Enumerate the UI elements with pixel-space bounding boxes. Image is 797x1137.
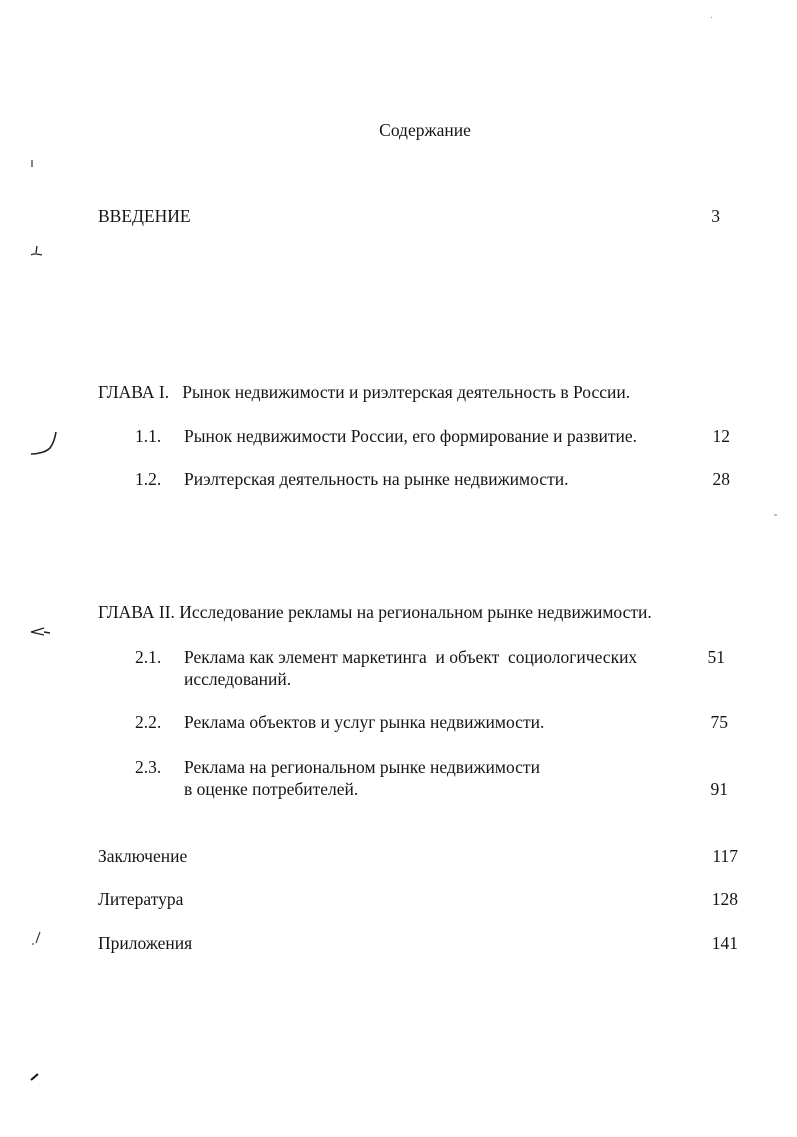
section-1-2-number: 1.2. <box>135 469 162 489</box>
scan-speck-top <box>708 14 716 22</box>
margin-pencil-mark-6 <box>28 1070 44 1084</box>
section-2-1-title-line1: Реклама как элемент маркетинга и объект социологических <box>184 647 638 667</box>
section-2-2-page: 75 <box>710 712 728 732</box>
chapter-1-heading: ГЛАВА I. Рынок недвижимости и риэлтерская деятельность в России. <box>98 382 631 402</box>
section-2-1-page: 51 <box>707 647 725 667</box>
margin-pencil-mark-5 <box>28 929 48 949</box>
scan-speck <box>772 512 780 518</box>
section-1-2-title: Риэлтерская деятельность на рынке недвижимости. <box>184 469 569 489</box>
section-2-3-title-line1: Реклама на региональном рынке недвижимости <box>184 757 540 777</box>
section-2-2-number: 2.2. <box>135 712 162 732</box>
section-2-3-page: 91 <box>710 779 728 799</box>
section-1-1-page: 12 <box>712 426 730 446</box>
toc-intro-page: 3 <box>711 206 720 226</box>
section-2-3-number: 2.3. <box>135 757 162 777</box>
section-2-3-title-line2: в оценке потребителей. <box>184 779 359 799</box>
section-2-2-title: Реклама объектов и услуг рынка недвижимости. <box>184 712 545 732</box>
toc-conclusion-label: Заключение <box>98 846 188 866</box>
margin-pencil-mark-3 <box>28 428 62 460</box>
section-2-1-number: 2.1. <box>135 647 162 667</box>
page-title: Содержание <box>379 120 471 140</box>
toc-intro-label: ВВЕДЕНИЕ <box>98 206 191 226</box>
toc-literature-page: 128 <box>711 889 738 909</box>
section-2-1-title-line2: исследований. <box>184 669 292 689</box>
margin-pencil-mark-1 <box>28 158 38 170</box>
toc-appendices-page: 141 <box>711 933 738 953</box>
section-1-1-title: Рынок недвижимости России, его формирование и развитие. <box>184 426 638 446</box>
toc-appendices-label: Приложения <box>98 933 193 953</box>
chapter-2-heading: ГЛАВА II. Исследование рекламы на региональном рынке недвижимости. <box>98 602 652 622</box>
section-1-1-number: 1.1. <box>135 426 162 446</box>
section-1-2-page: 28 <box>712 469 730 489</box>
margin-pencil-mark-2 <box>28 243 46 259</box>
toc-conclusion-page: 117 <box>712 846 738 866</box>
toc-literature-label: Литература <box>98 889 184 909</box>
margin-pencil-mark-4 <box>28 624 54 638</box>
